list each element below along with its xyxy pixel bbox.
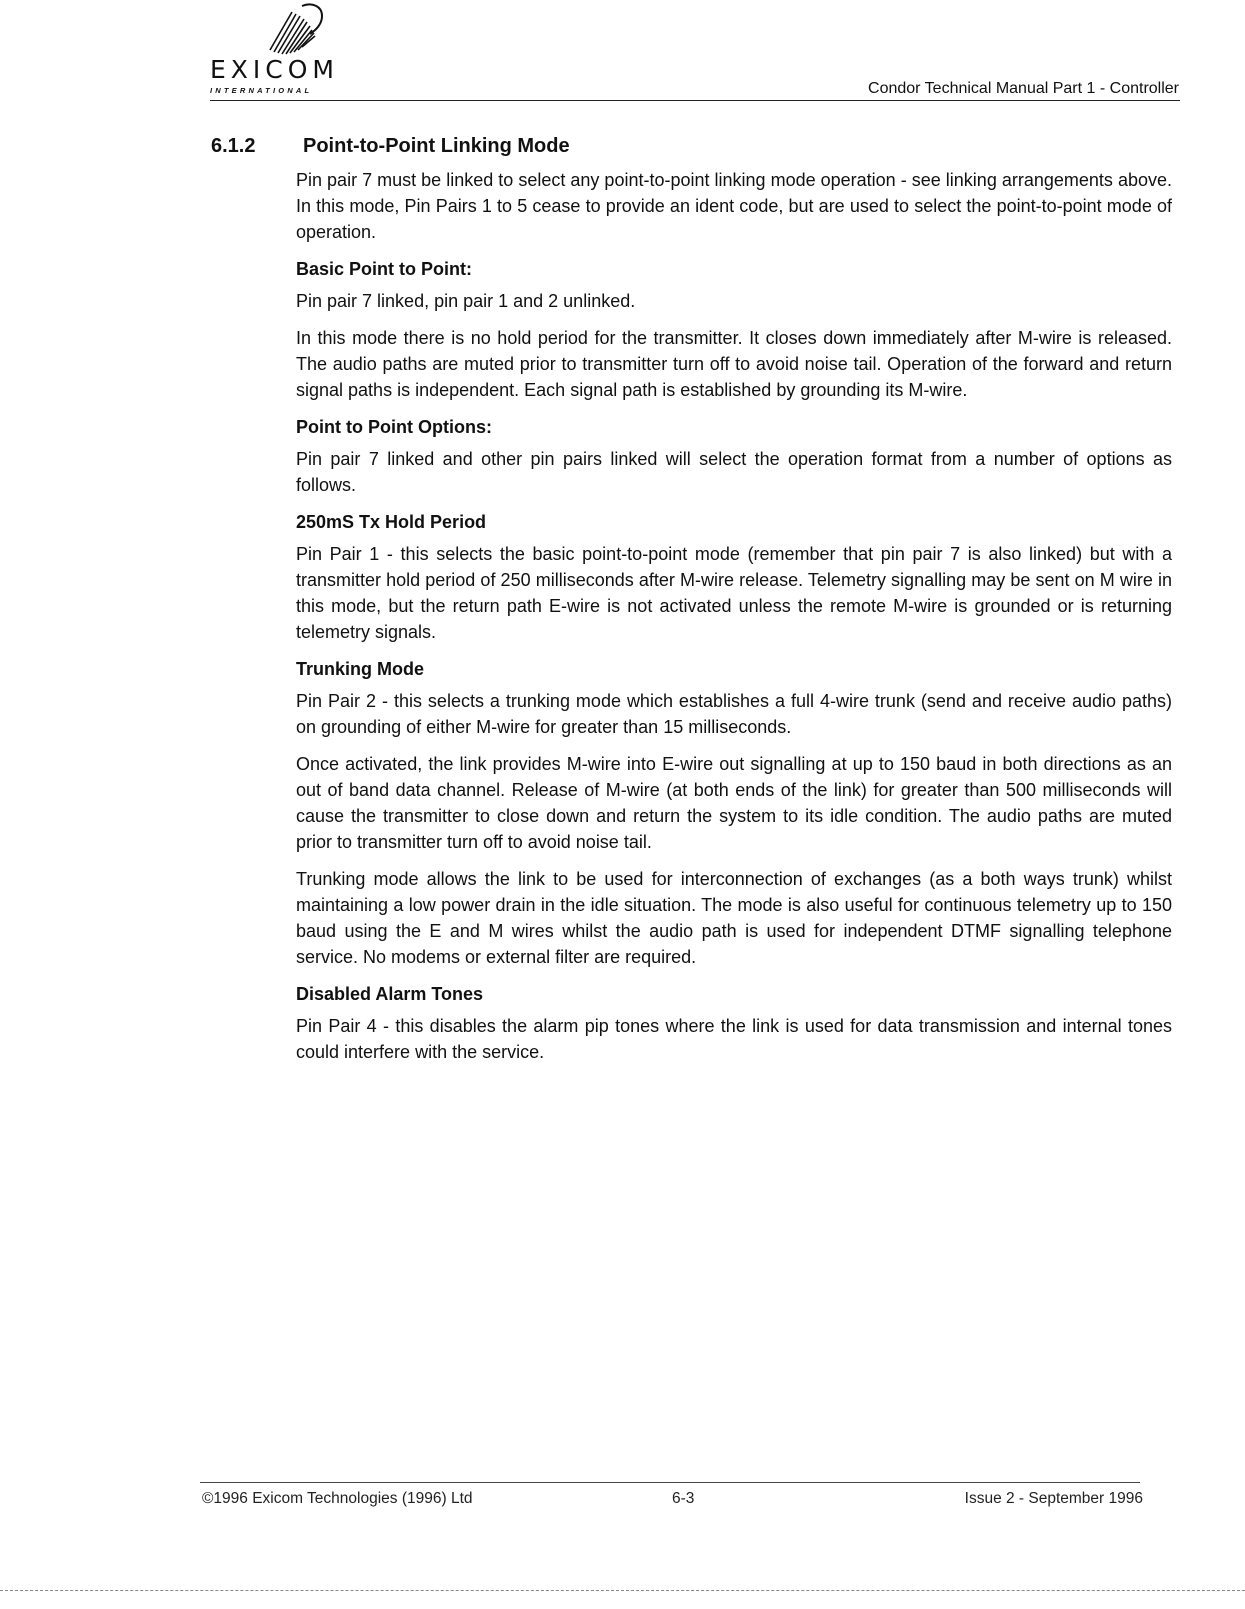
header-divider [210, 100, 1180, 101]
section-title: Point-to-Point Linking Mode [303, 135, 570, 157]
subheading: 250mS Tx Hold Period [296, 512, 487, 532]
paragraph: Once activated, the link provides M-wire into E-wire out signalling at up to 150 baud in both directions as an out of band data channel. Release of M-wire (at both ends of the link) for greater than 500 milliseconds will cause the transmitter to close down and return the system to its idle condition. The audio paths are muted prior to transmitter turn off to avoid noise tail. [296, 754, 1172, 852]
logo-wordmark: EXICOM [210, 55, 339, 84]
footer-copyright: ©1996 Exicom Technologies (1996) Ltd [202, 1490, 473, 1507]
paragraph: Pin pair 7 must be linked to select any point-to-point linking mode operation - see linking arrangements above. In this mode, Pin Pairs 1 to 5 cease to provide an ident code, but are used to select the point-to-point mode of operation. [296, 170, 1172, 242]
subheading: Disabled Alarm Tones [296, 984, 484, 1004]
footer-issue: Issue 2 - September 1996 [964, 1490, 1143, 1507]
paragraph: Pin pair 7 linked, pin pair 1 and 2 unlinked. [296, 291, 636, 311]
subheading: Point to Point Options: [296, 417, 492, 437]
paragraph: In this mode there is no hold period for the transmitter. It closes down immediately after M-wire is released. The audio paths are muted prior to transmitter turn off to avoid noise tail. Operation of the forward and return signal paths is independent. Each signal path is established by grounding its M-wire. [296, 328, 1172, 400]
exicom-logo-mark-icon [252, 0, 332, 60]
footer-divider [200, 1482, 1140, 1483]
paragraph: Pin Pair 2 - this selects a trunking mode which establishes a full 4-wire trunk (send and receive audio paths) on grounding of either M-wire for greater than 15 milliseconds. [296, 691, 1172, 737]
paragraph: Pin pair 7 linked and other pin pairs linked will select the operation format from a number of options as follows. [296, 449, 1172, 495]
subheading: Basic Point to Point: [296, 259, 473, 279]
section-body [296, 167, 1172, 1076]
page-number: 6-3 [672, 1490, 695, 1507]
section-number: 6.1.2 [211, 135, 256, 157]
paragraph: Pin Pair 4 - this disables the alarm pip tones where the link is used for data transmission and internal tones could interfere with the service. [296, 1016, 1172, 1062]
subheading: Trunking Mode [296, 659, 424, 679]
scan-edge-line [0, 1590, 1245, 1591]
paragraph: Trunking mode allows the link to be used for interconnection of exchanges (as a both ways trunk) whilst maintaining a low power drain in the idle situation. The mode is also useful for continuous telemetry up to 150 baud using the E and M wires whilst the audio path is used for independent DTMF signalling telephone service. No modems or external filter are required. [296, 869, 1172, 967]
document-title: Condor Technical Manual Part 1 - Controller [868, 80, 1179, 97]
exicom-logo [210, 0, 380, 100]
logo-subtitle: INTERNATIONAL [210, 86, 313, 95]
paragraph: Pin Pair 1 - this selects the basic point-to-point mode (remember that pin pair 7 is also linked) but with a transmitter hold period of 250 milliseconds after M-wire release. Telemetry signalling may be sent on M wire in this mode, but the return path E-wire is not activated unless the remote M-wire is grounded or is returning telemetry signals. [296, 544, 1172, 642]
